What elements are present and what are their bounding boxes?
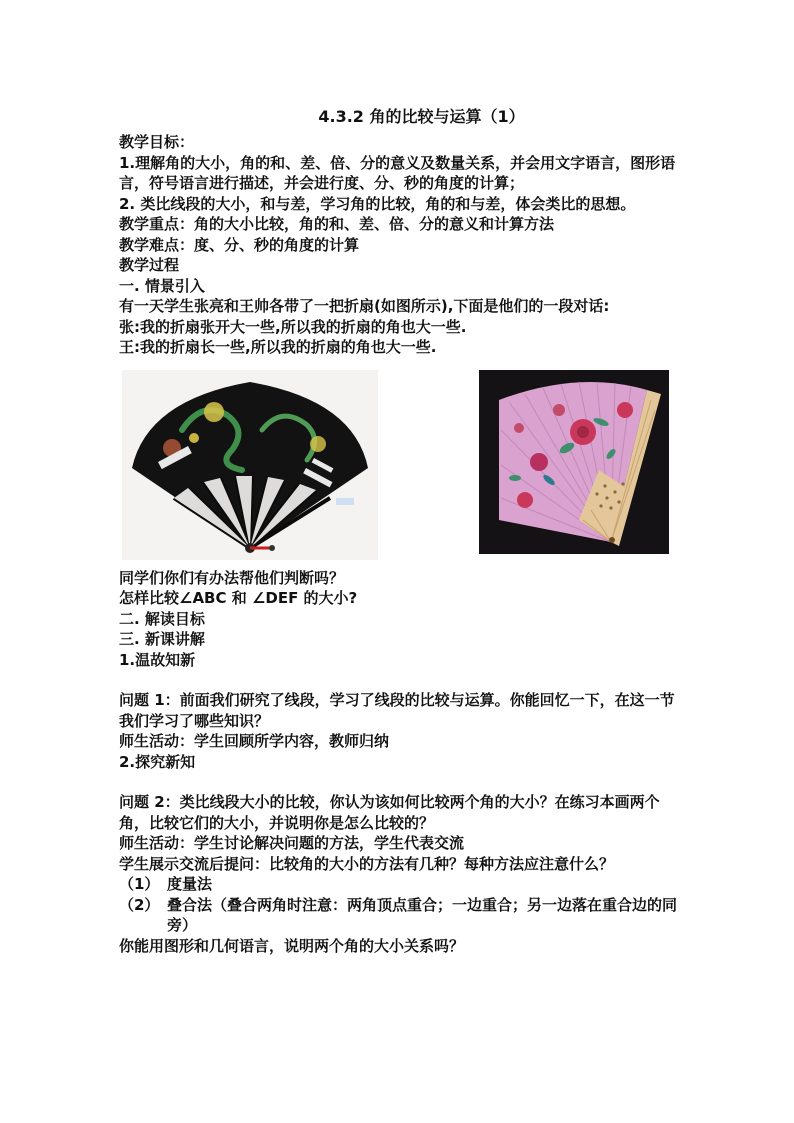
section-3-heading: 三. 新课讲解 [119, 630, 205, 648]
method-1 [119, 874, 684, 895]
story-text: 有一天学生张亮和王帅各带了一把折扇(如图所示),下面是他们的一段对话: [119, 297, 610, 315]
lesson-content [119, 106, 684, 956]
pink-flower-fan-image [479, 370, 669, 554]
activity-2: 师生活动：学生讨论解决问题的方法，学生代表交流 [119, 834, 465, 852]
method-1-number: （1） [119, 875, 160, 893]
method-2 [119, 895, 684, 936]
method-2-text: 叠合法（叠合两角时注意：两角顶点重合；一边重合；另一边落在重合边的同旁） [167, 895, 678, 934]
question-compare: 怎样比较∠ABC 和 ∠DEF 的大小? [119, 589, 358, 607]
section-1-heading: 一. 情景引入 [119, 276, 205, 295]
zhang-dialogue: 张:我的折扇张开大一些,所以我的折扇的角也大一些. [119, 317, 467, 336]
objectives-heading: 教学目标： [119, 133, 195, 151]
wang-dialogue: 王:我的折扇长一些,所以我的折扇的角也大一些. [119, 338, 437, 356]
spacer [119, 772, 684, 792]
after-question: 学生展示交流后提问：比较角的大小的方法有几种？每种方法应注意什么？ [119, 854, 615, 873]
key-points: 教学重点：角的大小比较，角的和、差、倍、分的意义和计算方法 [119, 215, 555, 233]
method-1-text: 度量法 [167, 875, 213, 893]
page-title: 4.3.2 角的比较与运算（1） [318, 107, 525, 126]
problem-1: 问题 1：前面我们研究了线段，学习了线段的比较与运算。你能回忆一下，在这一节我们学习了哪些知识？ [119, 691, 675, 730]
objective-1: 1.理解角的大小，角的和、差、倍、分的意义及数量关系，并会用文字语言，图形语言，符号语言进行描述，并会进行度、分、秒的角度的计算； [119, 153, 676, 192]
last-question: 你能用图形和几何语言，说明两个角的大小关系吗？ [119, 936, 465, 955]
question-judge: 同学们你们有办法帮他们判断吗？ [119, 568, 345, 587]
objective-2: 2. 类比线段的大小，和与差，学习角的比较，角的和与差，体会类比的思想。 [119, 194, 636, 213]
problem-2: 问题 2：类比线段大小的比较，你认为该如何比较两个角的大小？在练习本画两个角，比较它们的大小，并说明你是怎么比较的？ [119, 793, 660, 832]
subsection-1: 1.温故知新 [119, 650, 196, 669]
activity-1: 师生活动：学生回顾所学内容，教师归纳 [119, 732, 390, 750]
subsection-2: 2.探究新知 [119, 752, 196, 771]
fan-figures [119, 362, 684, 567]
spacer [119, 670, 684, 690]
difficulty: 教学难点：度、分、秒的角度的计算 [119, 235, 360, 254]
method-2-number: （2） [119, 895, 160, 914]
process-heading: 教学过程 [119, 256, 180, 274]
black-dragon-fan-image [122, 370, 378, 560]
section-2-heading: 二. 解读目标 [119, 609, 205, 628]
